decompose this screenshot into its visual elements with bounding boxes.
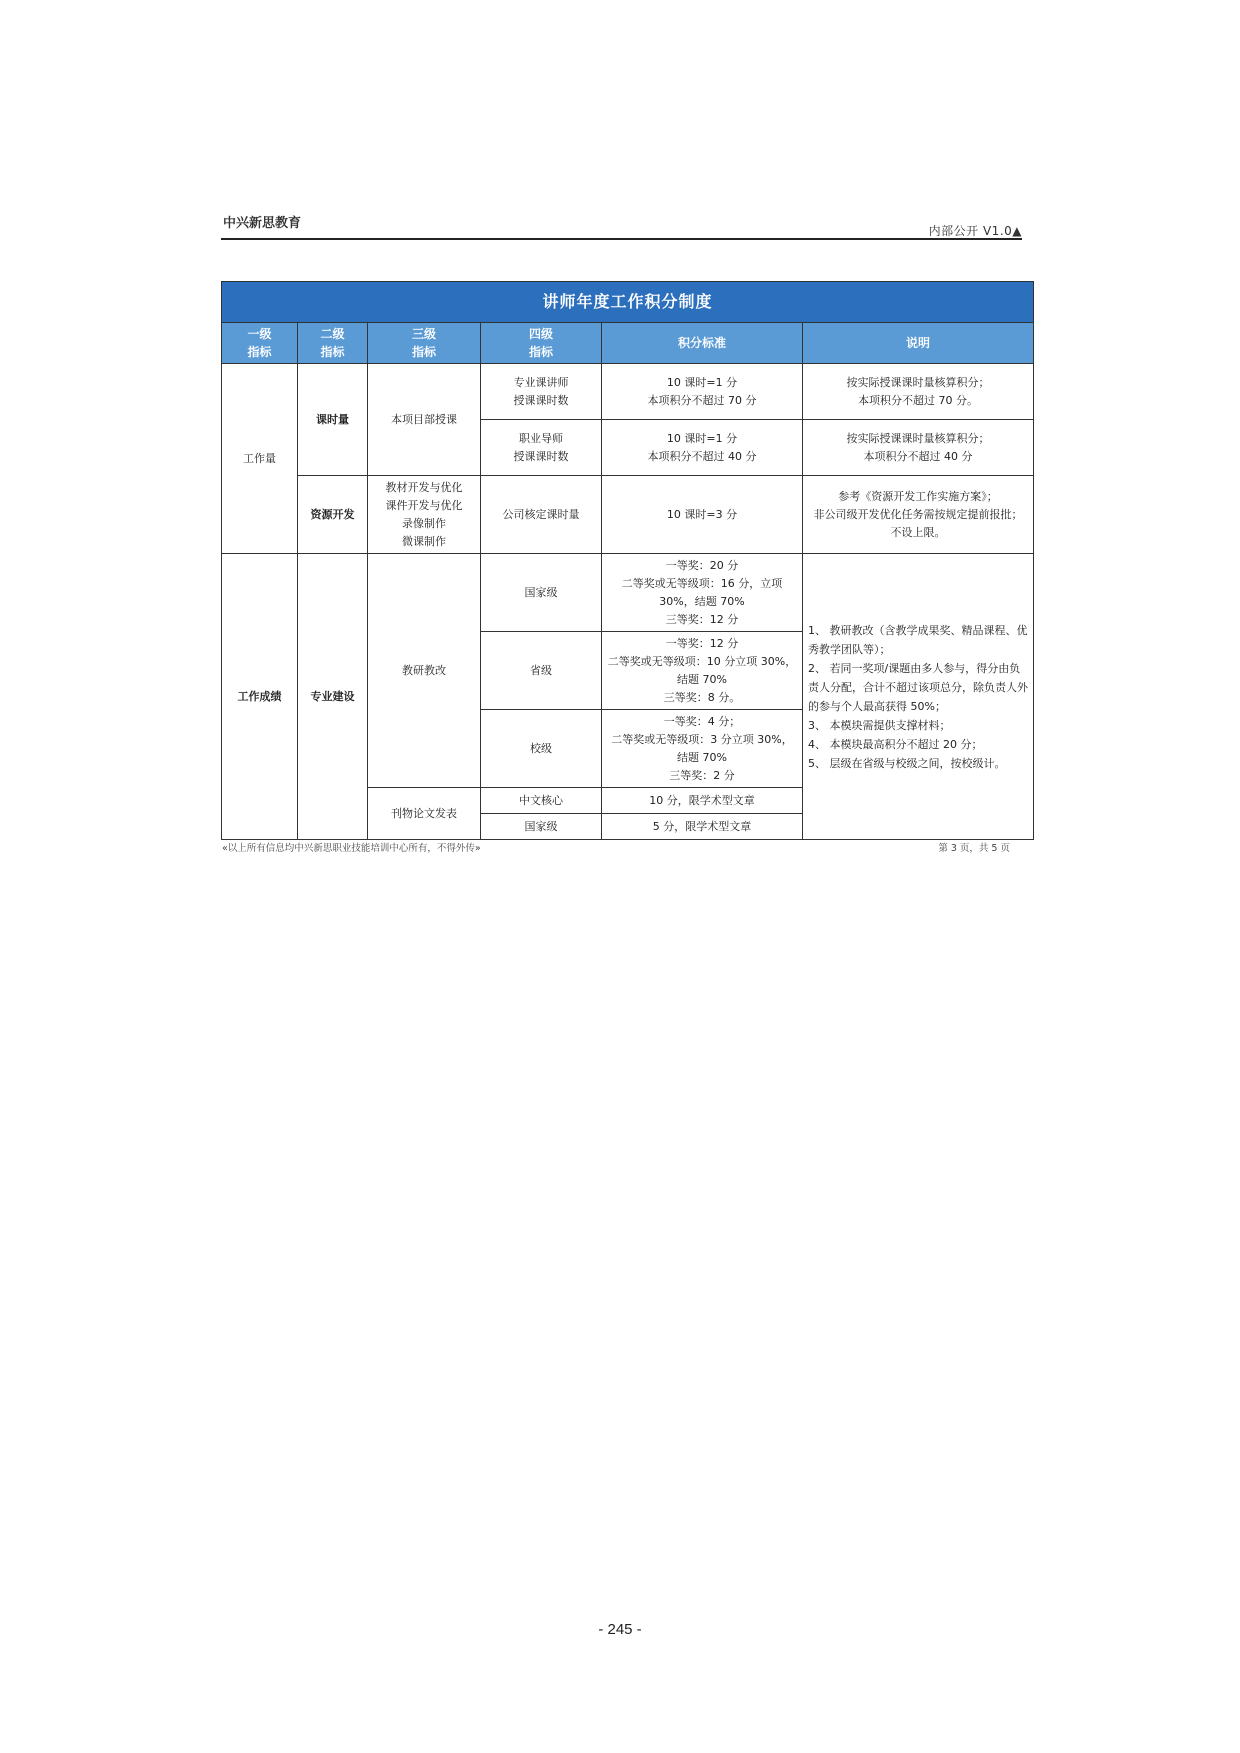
col-header-level1: 一级 指标 [222, 323, 298, 364]
note-cell: 按实际授课课时量核算积分； 本项积分不超过 40 分 [803, 420, 1034, 476]
table-row [222, 364, 1034, 420]
score-table [221, 281, 1034, 840]
level4-cell: 职业导师 授课课时数 [481, 420, 602, 476]
standard-provincial: 一等奖：12 分 二等奖或无等级项：10 分立项 30%，结题 70% 三等奖：8 分。 [602, 632, 803, 710]
standard-school: 一等奖：4 分； 二等奖或无等级项：3 分立项 30%，结题 70% 三等奖：2 分 [602, 710, 803, 788]
level2-resource: 资源开发 [298, 476, 368, 554]
level2-hours: 课时量 [298, 364, 368, 476]
level4-cell: 专业课讲师 授课课时数 [481, 364, 602, 420]
note-cell: 按实际授课课时量核算积分； 本项积分不超过 70 分。 [803, 364, 1034, 420]
table-row [222, 554, 1034, 632]
level3-resource: 教材开发与优化 课件开发与优化 录像制作 微课制作 [368, 476, 481, 554]
level1-workload: 工作量 [222, 364, 298, 554]
note-item: 1、 教研教改（含教学成果奖、精品课程、优秀教学团队等）； [808, 623, 1028, 656]
table-header-row [222, 323, 1034, 364]
level3-hours: 本项目部授课 [368, 364, 481, 476]
header-doc-label: 内部公开 V1.0▲ [928, 224, 1022, 238]
standard-cell: 10 课时=1 分 本项积分不超过 40 分 [602, 420, 803, 476]
col-header-note: 说明 [803, 323, 1034, 364]
level3-paper: 刊物论文发表 [368, 788, 481, 840]
note-resource: 参考《资源开发工作实施方案》； 非公司级开发优化任务需按规定提前报批； 不设上限。 [803, 476, 1034, 554]
standard-core: 10 分，限学术型文章 [602, 788, 803, 814]
table-row [222, 476, 1034, 554]
level4-national: 国家级 [481, 554, 602, 632]
note-item: 5、 层级在省级与校级之间，按校级计。 [808, 756, 1006, 770]
col-header-standard: 积分标准 [602, 323, 803, 364]
footer-confidential: «以上所有信息均中兴新思职业技能培训中心所有，不得外传» [222, 843, 481, 854]
level4-resource: 公司核定课时量 [481, 476, 602, 554]
note-item: 4、 本模块最高积分不超过 20 分； [808, 737, 983, 751]
level4-provincial: 省级 [481, 632, 602, 710]
level2-specialty: 专业建设 [298, 554, 368, 840]
footer-page-info: 第 3 页，共 5 页 [938, 843, 1010, 854]
level1-performance: 工作成绩 [222, 554, 298, 840]
standard-cell: 10 课时=1 分 本项积分不超过 70 分 [602, 364, 803, 420]
standard-resource: 10 课时=3 分 [602, 476, 803, 554]
header-org: 中兴新思教育 [223, 216, 302, 231]
page-number: - 245 - [598, 1621, 642, 1638]
col-header-level3: 三级 指标 [368, 323, 481, 364]
col-header-level2: 二级 指标 [298, 323, 368, 364]
note-item: 3、 本模块需提供支撑材料； [808, 718, 951, 732]
standard-paper-national: 5 分，限学术型文章 [602, 814, 803, 840]
level4-school: 校级 [481, 710, 602, 788]
header-rule [221, 238, 1022, 240]
level4-core: 中文核心 [481, 788, 602, 814]
level4-paper-national: 国家级 [481, 814, 602, 840]
level3-research: 教研教改 [368, 554, 481, 788]
table-title: 讲师年度工作积分制度 [222, 282, 1034, 323]
col-header-level4: 四级 指标 [481, 323, 602, 364]
note-item: 2、 若同一奖项/课题由多人参与，得分由负责人分配，合计不超过该项总分，除负责人外的参与个人最高获得 50%； [808, 661, 1028, 713]
performance-notes [803, 554, 1034, 840]
standard-national: 一等奖：20 分 二等奖或无等级项：16 分，立项 30%，结题 70% 三等奖：12 分 [602, 554, 803, 632]
